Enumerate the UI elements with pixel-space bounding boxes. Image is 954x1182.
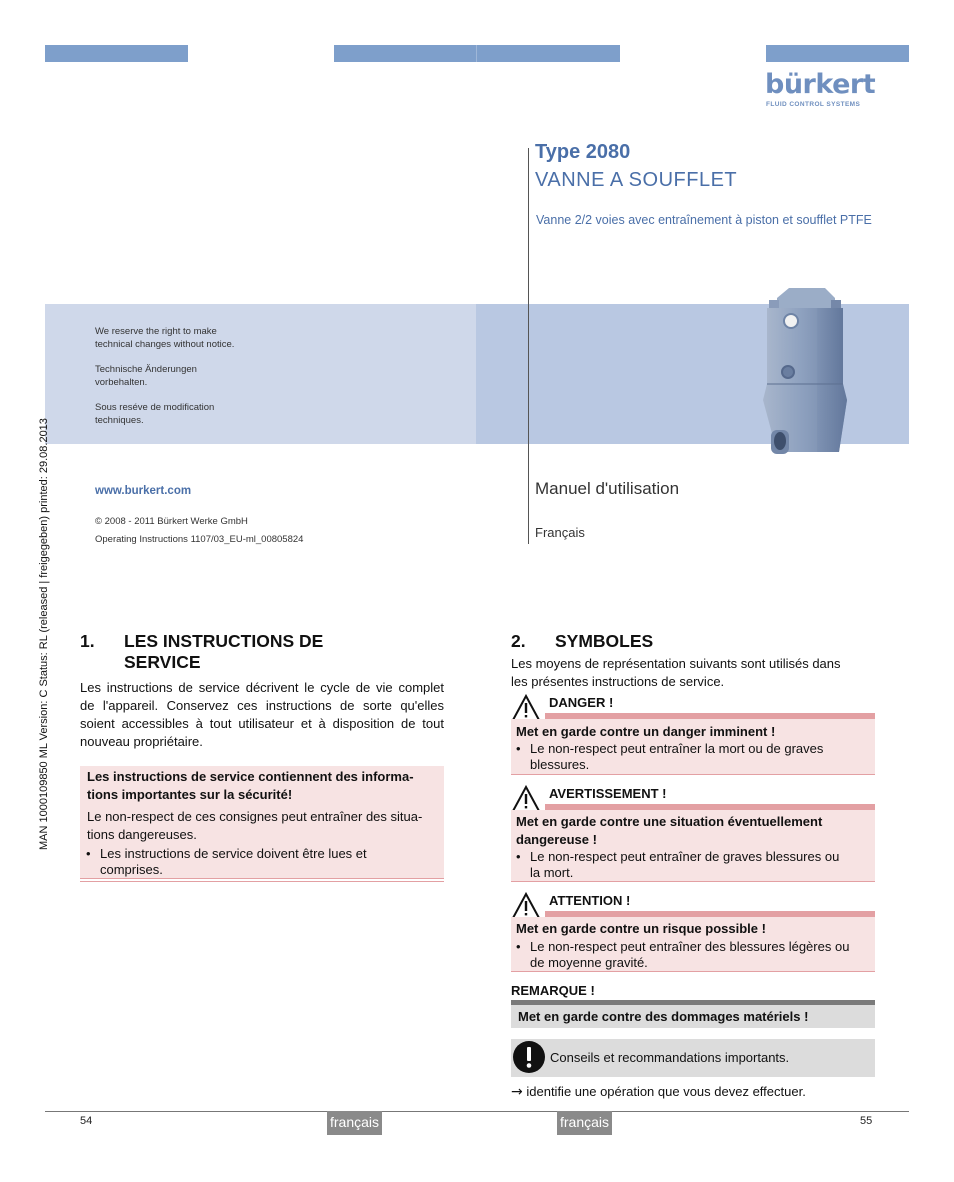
section-1-para-line: nouveau propriétaire. [80,734,203,749]
notice-fr-line1: Sous reséve de modification [95,402,215,413]
copyright-text: © 2008 - 2011 Bürkert Werke GmbH [95,516,248,527]
warning-triangle-icon [511,892,541,920]
product-description: Vanne 2/2 voies avec entraînement à piston et soufflet PTFE [536,213,872,227]
section-1-para-line: soient accessibles à tout utilisateur et à disposition de tout [80,716,444,731]
section-1-para-line: Les instructions de service décrivent le cycle de vie complet [80,680,444,695]
attention-bullet [516,939,872,971]
note-label: REMARQUE ! [511,983,595,998]
notice-fr-line2: techniques. [95,415,144,426]
footer-language-left: français [327,1111,382,1135]
bullet-line: blessures. [530,757,590,772]
bullet-dot: • [516,741,521,756]
safety-info-bold [87,768,439,804]
danger-heading: Met en garde contre un danger imminent ! [516,724,776,739]
top-bar-right [766,45,909,62]
top-bar-center [334,45,620,62]
valve-product-image [755,284,855,464]
notice-fr [95,401,214,427]
section-1-heading-cont [124,652,201,673]
warning-box-bottom [511,881,875,882]
document-status-sidebar: MAN 1000109850 ML Version: C Status: RL (released | freigegeben) printed: 29.08.2013 [38,418,50,850]
danger-box-bottom [511,774,875,775]
bullet-dot: • [516,939,521,954]
section-1-paragraph [80,679,444,751]
bullet-dot: • [516,849,521,864]
bullet-line: Les instructions de service doivent être lues et [100,846,367,861]
safety-info-bullet-text [100,846,436,878]
product-type-title: Type 2080 [535,141,631,163]
safety-info-box-rule2 [80,881,444,882]
arrow-right-icon: → [511,1084,523,1100]
bullet-dot: • [86,846,91,861]
footer-language-right: français [557,1111,612,1135]
bullet-line: de moyenne gravité. [530,955,648,970]
safety-info-text [87,808,439,844]
page-number-right: 55 [860,1115,873,1127]
safety-info-bold-line: tions importantes sur la sécurité! [87,787,293,802]
action-hint-text: identifie une opération que vous devez effectuer. [526,1084,806,1099]
section-1-number: 1. [80,631,95,651]
warning-bullet-text [530,849,872,881]
safety-info-box-rule [80,878,444,879]
operating-instructions-code: Operating Instructions 1107/03_EU-ml_00805824 [95,534,304,545]
section-1-para-line: de l'appareil. Conservez ces instructions de sorte qu'elles [80,698,444,713]
attention-heading: Met en garde contre un risque possible ! [516,921,766,936]
action-hint [511,1083,806,1101]
burkert-logo: bürkert [765,69,876,100]
notice-de-line2: vorbehalten. [95,377,148,388]
bullet-line: Le non-respect peut entraîner la mort ou de graves [530,741,824,756]
warning-triangle-icon [511,785,541,813]
safety-info-text-line: tions dangereuses. [87,827,197,842]
exclamation-circle-icon [512,1040,546,1074]
notice-en-line1: We reserve the right to make [95,326,217,337]
safety-info-bold-line: Les instructions de service contiennent des informa- [87,769,414,784]
attention-bullet-text [530,939,872,971]
note-heading: Met en garde contre des dommages matériels ! [518,1009,809,1024]
notice-en-line2: technical changes without notice. [95,339,235,350]
burkert-logo-tagline: FLUID CONTROL SYSTEMS [766,101,861,108]
manual-title: Manuel d'utilisation [535,479,680,498]
warning-triangle-icon [511,694,541,722]
danger-bullet [516,741,872,773]
cover-language: Français [535,525,585,540]
top-bar-center-divider [476,45,477,62]
bullet-line: comprises. [100,862,163,877]
attention-label: ATTENTION ! [549,893,631,908]
section-2-heading [511,631,653,652]
safety-info-bullet [86,846,436,878]
product-subtitle: VANNE A SOUFFLET [535,169,738,191]
warning-heading-line: Met en garde contre une situation éventuellement [516,814,823,829]
cover-band-rule [528,304,529,444]
warning-bullet [516,849,872,881]
warning-label: AVERTISSEMENT ! [549,786,667,801]
bullet-line: Le non-respect peut entraîner de graves blessures ou [530,849,840,864]
danger-label: DANGER ! [549,695,614,710]
warning-heading [516,813,822,849]
notice-de [95,363,197,389]
footer-rule [45,1111,909,1112]
section-2-intro-line: Les moyens de représentation suivants sont utilisés dans [511,656,841,671]
section-2-title: SYMBOLES [555,631,654,651]
page-number-left: 54 [80,1115,93,1127]
section-1-title-line2: SERVICE [124,652,201,672]
notice-en [95,325,234,351]
website-link[interactable]: www.burkert.com [95,485,192,497]
section-1-heading [80,631,323,652]
warning-heading-line: dangereuse ! [516,832,597,847]
section-2-intro-line: les présentes instructions de service. [511,674,725,689]
bullet-line: Le non-respect peut entraîner des blessures légères ou [530,939,850,954]
bullet-line: la mort. [530,865,574,880]
section-1-title-line1: LES INSTRUCTIONS DE [124,631,324,651]
section-2-intro [511,655,875,691]
tip-text: Conseils et recommandations importants. [550,1050,790,1065]
top-bar-left [45,45,188,62]
safety-info-text-line: Le non-respect de ces consignes peut entraîner des situa- [87,809,423,824]
attention-box-bottom [511,971,875,972]
section-2-number: 2. [511,631,526,651]
danger-bullet-text [530,741,872,773]
notice-de-line1: Technische Änderungen [95,364,197,375]
